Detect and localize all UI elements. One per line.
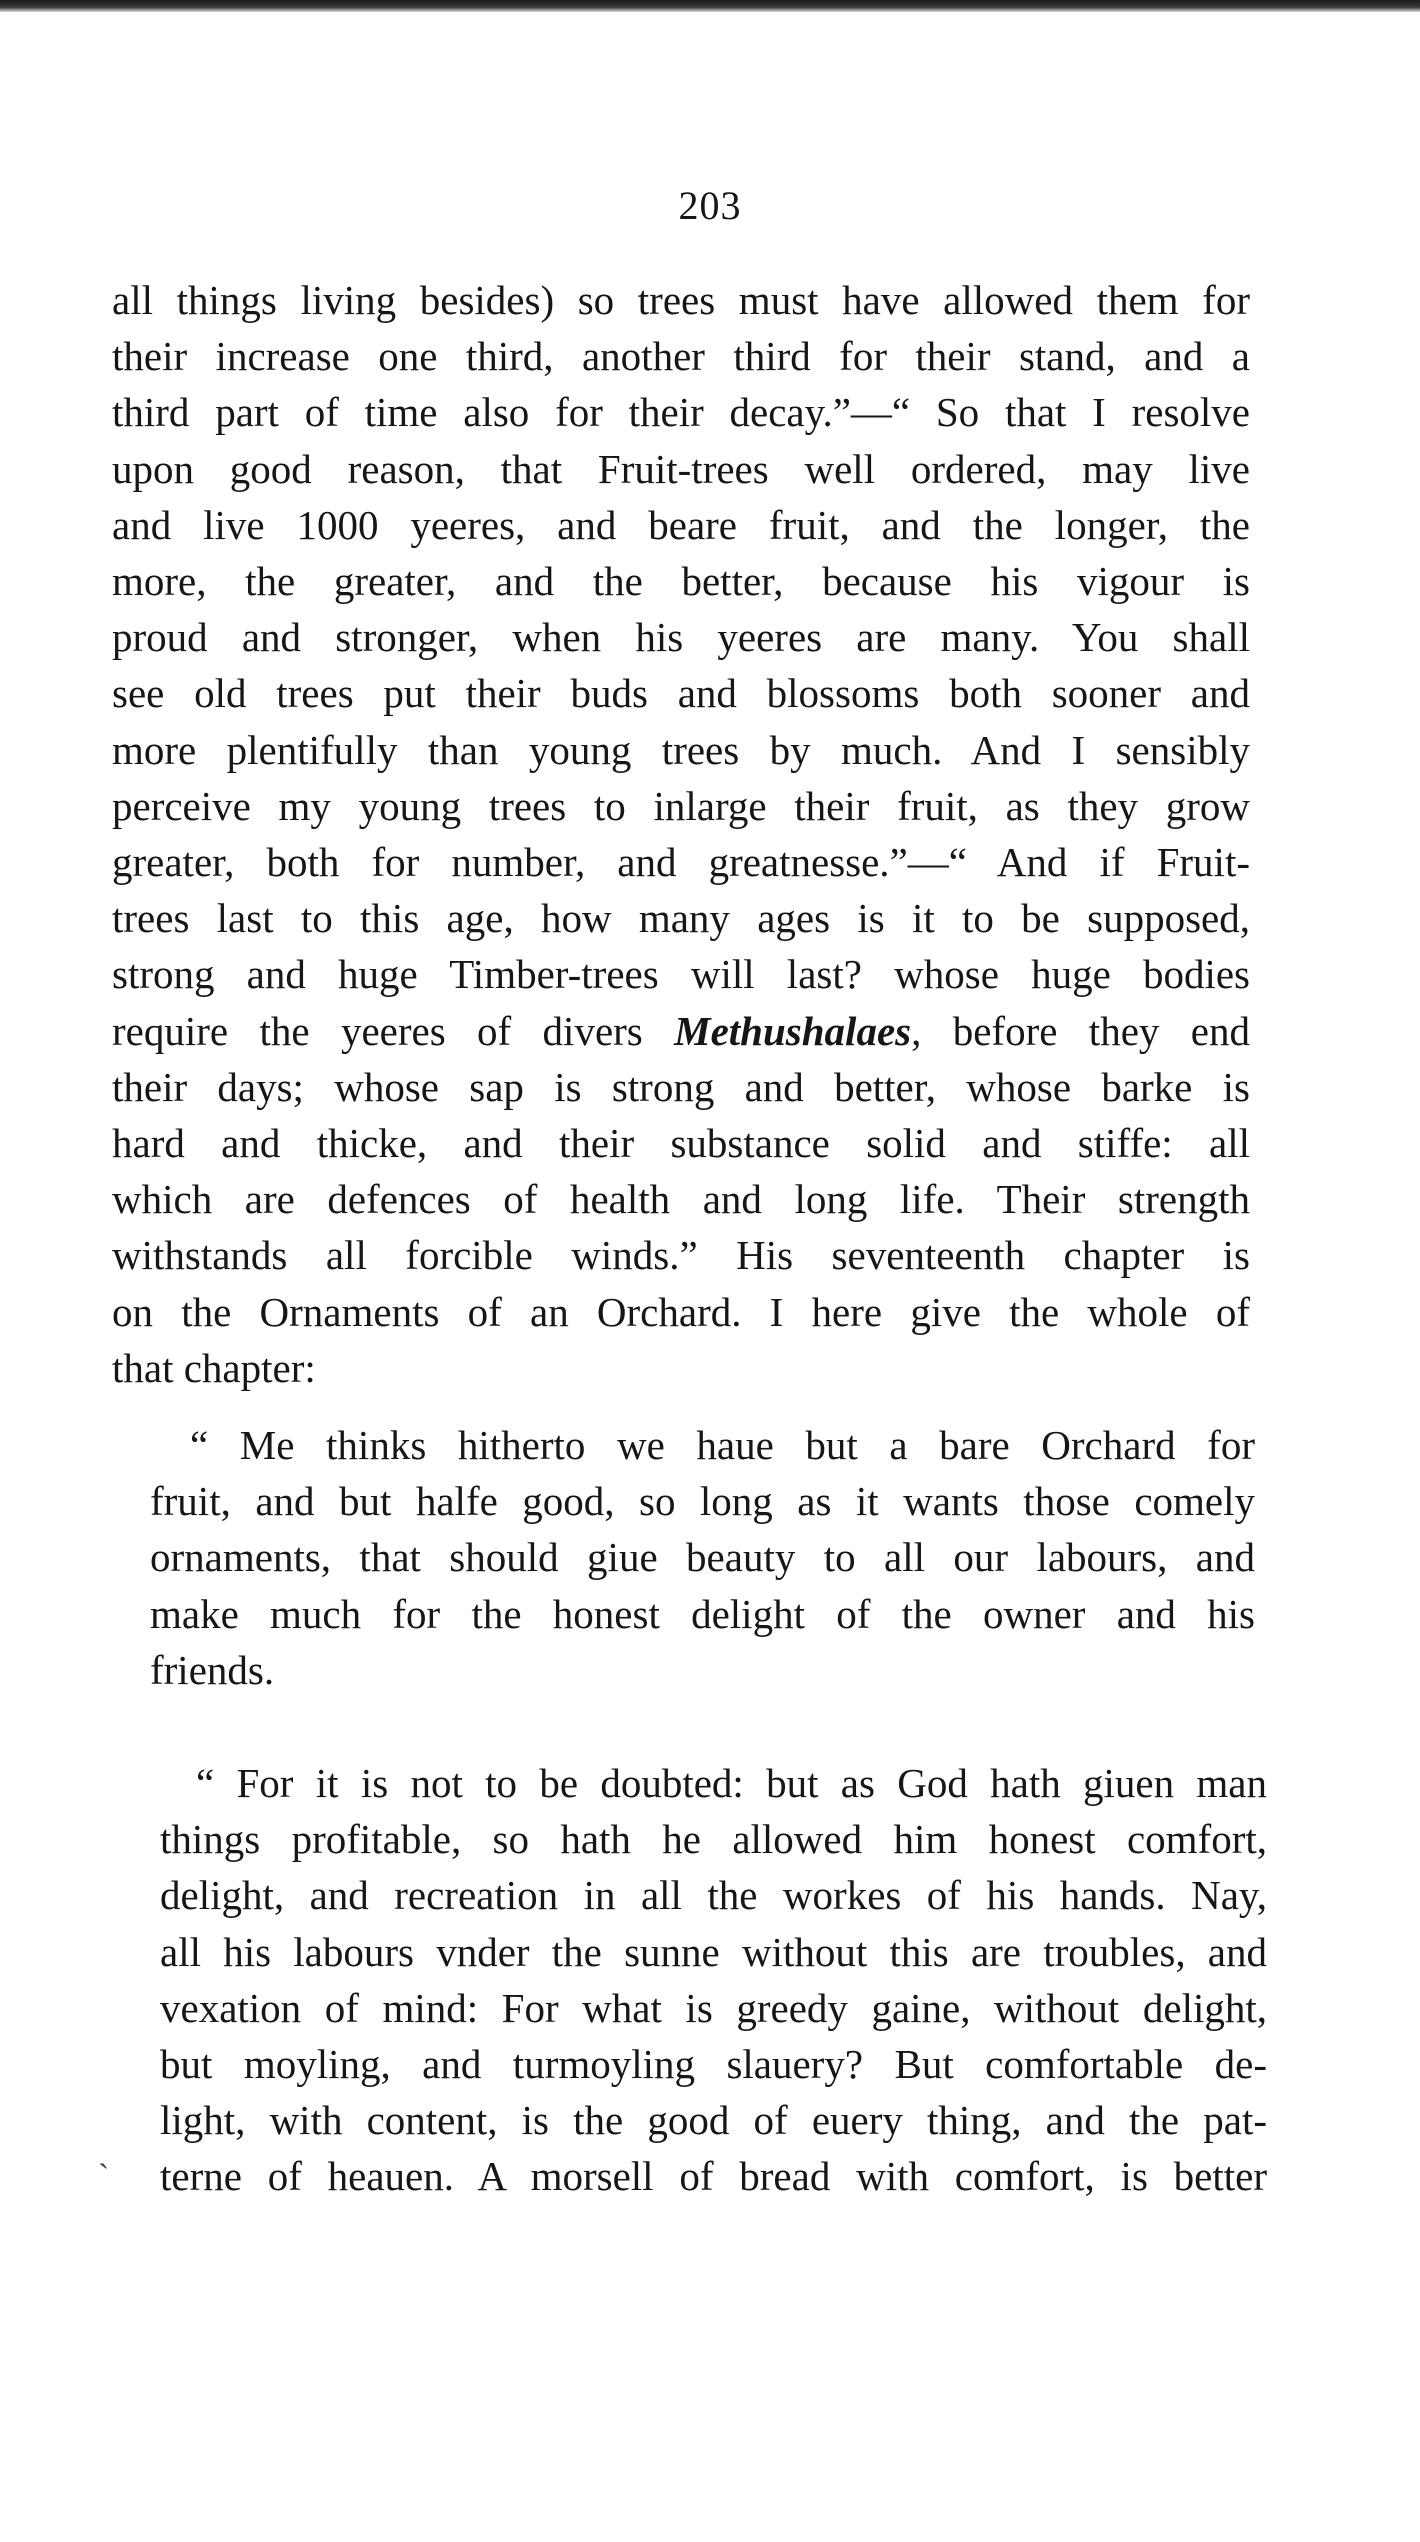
text-line: but moyling, and turmoyling slauery? But comfortable de- — [160, 2041, 1267, 2088]
text-line: delight, and recreation in all the workes of his hands. Nay, — [160, 1872, 1267, 1919]
text-line: “ Me thinks hitherto we haue but a bare Orchard for — [190, 1422, 1255, 1468]
text-line: more, the greater, and the better, because his vigour is — [112, 558, 1250, 605]
text-line: all his labours vnder the sunne without this are troubles, and — [160, 1928, 1267, 1975]
text-line-with-italic — [112, 1003, 1250, 1059]
text-line: hard and thicke, and their substance solid and stiffe: all — [112, 1120, 1250, 1167]
line-tail: , before they end — [911, 1007, 1250, 1054]
text-line: their days; whose sap is strong and better, whose barke is — [112, 1063, 1250, 1110]
text-line: on the Ornaments of an Orchard. I here give the whole of — [112, 1288, 1250, 1335]
italic-name: Methushalaes — [674, 1007, 912, 1054]
paragraph-3 — [160, 1755, 1267, 2205]
text-line: more plentifully than young trees by much. And I sensibly — [112, 726, 1250, 773]
text-line: vexation of mind: For what is greedy gaine, without delight, — [160, 1984, 1267, 2031]
text-line: their increase one third, another third for their stand, and a — [112, 333, 1250, 380]
page-number: 203 — [678, 183, 742, 228]
text-line: terne of heauen. A morsell of bread with comfort, is better — [160, 2153, 1267, 2200]
text-line: fruit, and but halfe good, so long as it wants those comely — [150, 1478, 1255, 1525]
text-line: strong and huge Timber-trees will last? whose huge bodies — [112, 951, 1250, 998]
text-line: perceive my young trees to inlarge their fruit, as they grow — [112, 782, 1250, 829]
text-line: see old trees put their buds and blossoms both sooner and — [112, 670, 1250, 717]
text-line: things profitable, so hath he allowed him honest comfort, — [160, 1816, 1267, 1863]
text-line: upon good reason, that Fruit-trees well ordered, may live — [112, 445, 1250, 492]
text-line: light, with content, is the good of euery thing, and the pat- — [160, 2097, 1267, 2144]
text-line: which are defences of health and long life. Their strength — [112, 1176, 1250, 1223]
line-head: require the yeeres of divers — [112, 1007, 675, 1054]
text-line: friends. — [150, 1646, 275, 1693]
text-line: withstands all forcible winds.” His seventeenth chapter is — [112, 1232, 1250, 1279]
text-line: and live 1000 yeeres, and beare fruit, and the longer, the — [112, 501, 1250, 548]
text-line: third part of time also for their decay.”—“ So that I resolve — [112, 389, 1250, 436]
text-line: ornaments, that should giue beauty to all our labours, and — [150, 1534, 1255, 1581]
text-line: greater, both for number, and greatnesse.”—“ And if Fruit- — [112, 839, 1250, 886]
page-top-edge — [0, 0, 1420, 12]
paragraph-2 — [150, 1417, 1255, 1698]
margin-ink-mark: ˏ — [98, 2132, 110, 2169]
text-line: proud and stronger, when his yeeres are many. You shall — [112, 614, 1250, 661]
text-line: that chapter: — [112, 1344, 316, 1391]
text-line: make much for the honest delight of the owner and his — [150, 1590, 1255, 1637]
text-line: all things living besides) so trees must have allowed them for — [112, 277, 1250, 323]
text-line: trees last to this age, how many ages is it to be supposed, — [112, 895, 1250, 942]
text-line: “ For it is not to be doubted: but as God hath giuen man — [196, 1760, 1267, 1806]
paragraph-1 — [112, 272, 1250, 1396]
